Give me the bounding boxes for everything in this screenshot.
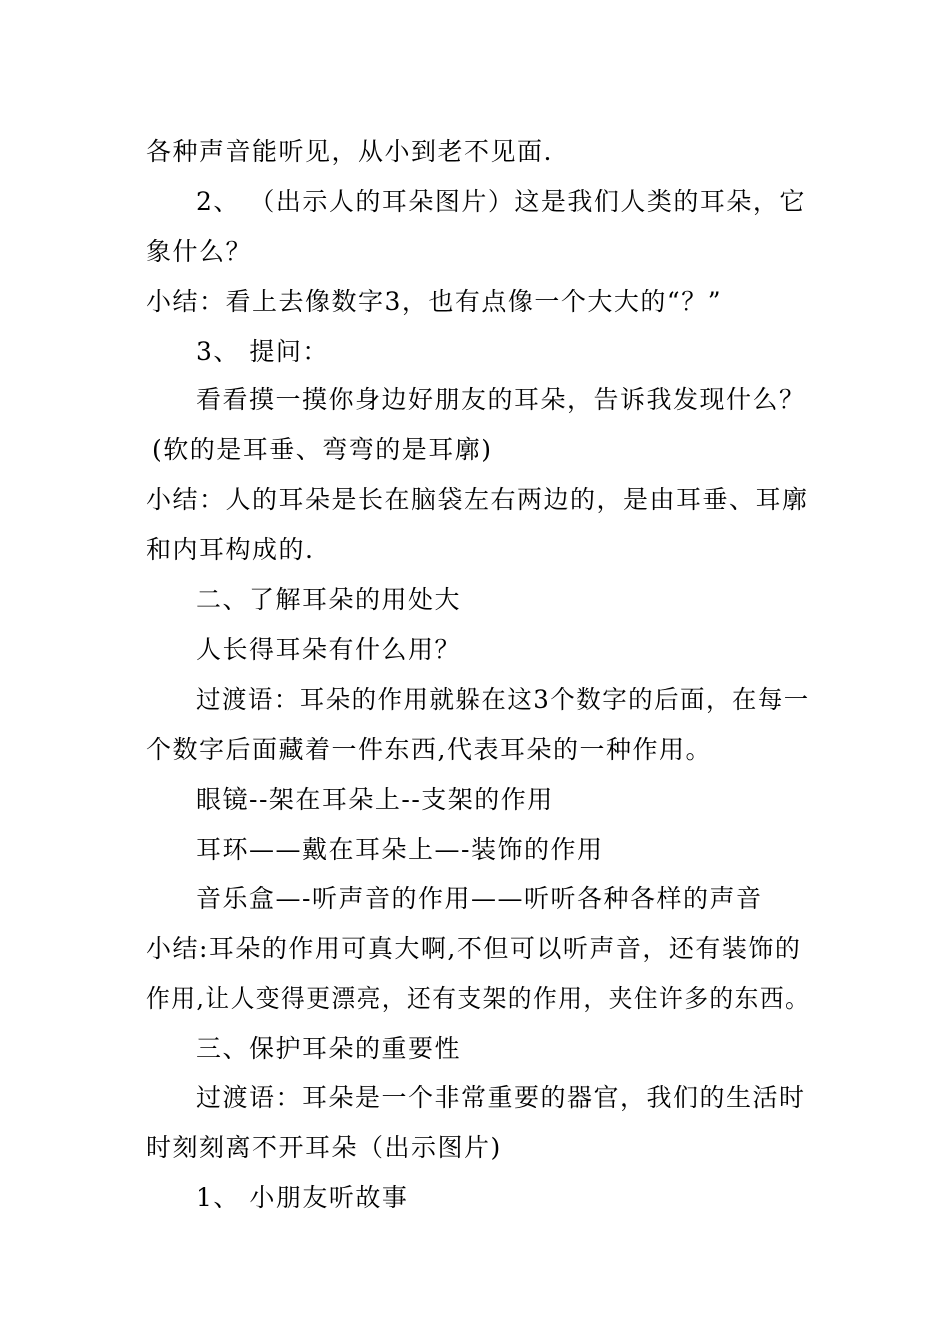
text-line: (软的是耳垂、弯弯的是耳廓) xyxy=(152,435,493,464)
section-heading: 三、保护耳朵的重要性 xyxy=(196,1034,462,1063)
text-line: 人长得耳朵有什么用？ xyxy=(196,635,462,664)
section-heading: 二、了解耳朵的用处大 xyxy=(196,585,462,614)
text-line: 耳环——戴在耳朵上—-装饰的作用 xyxy=(196,835,604,864)
text-line: 2、 （出示人的耳朵图片）这是我们人类的耳朵，它 xyxy=(196,187,806,216)
text-line: 音乐盒—-听声音的作用——听听各种各样的声音 xyxy=(196,884,763,913)
text-line: 和内耳构成的. xyxy=(146,535,315,564)
text-line: 小结:耳朵的作用可真大啊,不但可以听声音，还有装饰的 xyxy=(146,934,802,963)
text-line: 个数字后面藏着一件东西,代表耳朵的一种作用。 xyxy=(146,735,712,764)
text-line: 小结：人的耳朵是长在脑袋左右两边的，是由耳垂、耳廓 xyxy=(146,485,809,514)
text-line: 过渡语：耳朵是一个非常重要的器官，我们的生活时 xyxy=(196,1083,806,1112)
text-line: 1、 小朋友听故事 xyxy=(196,1183,409,1212)
text-line: 过渡语：耳朵的作用就躲在这3个数字的后面，在每一 xyxy=(196,685,810,714)
text-line: 作用,让人变得更漂亮，还有支架的作用，夹住许多的东西。 xyxy=(146,984,811,1013)
text-line: 看看摸一摸你身边好朋友的耳朵，告诉我发现什么？ xyxy=(196,385,806,414)
text-line: 时刻刻离不开耳朵（出示图片) xyxy=(146,1133,502,1162)
text-line: 眼镜--架在耳朵上--支架的作用 xyxy=(196,785,554,814)
text-line: 3、 提问： xyxy=(196,337,329,366)
text-line: 象什么？ xyxy=(146,237,253,266)
text-line: 小结：看上去像数字3，也有点像一个大大的“？” xyxy=(146,287,722,316)
text-line: 各种声音能听见，从小到老不见面. xyxy=(146,137,553,166)
